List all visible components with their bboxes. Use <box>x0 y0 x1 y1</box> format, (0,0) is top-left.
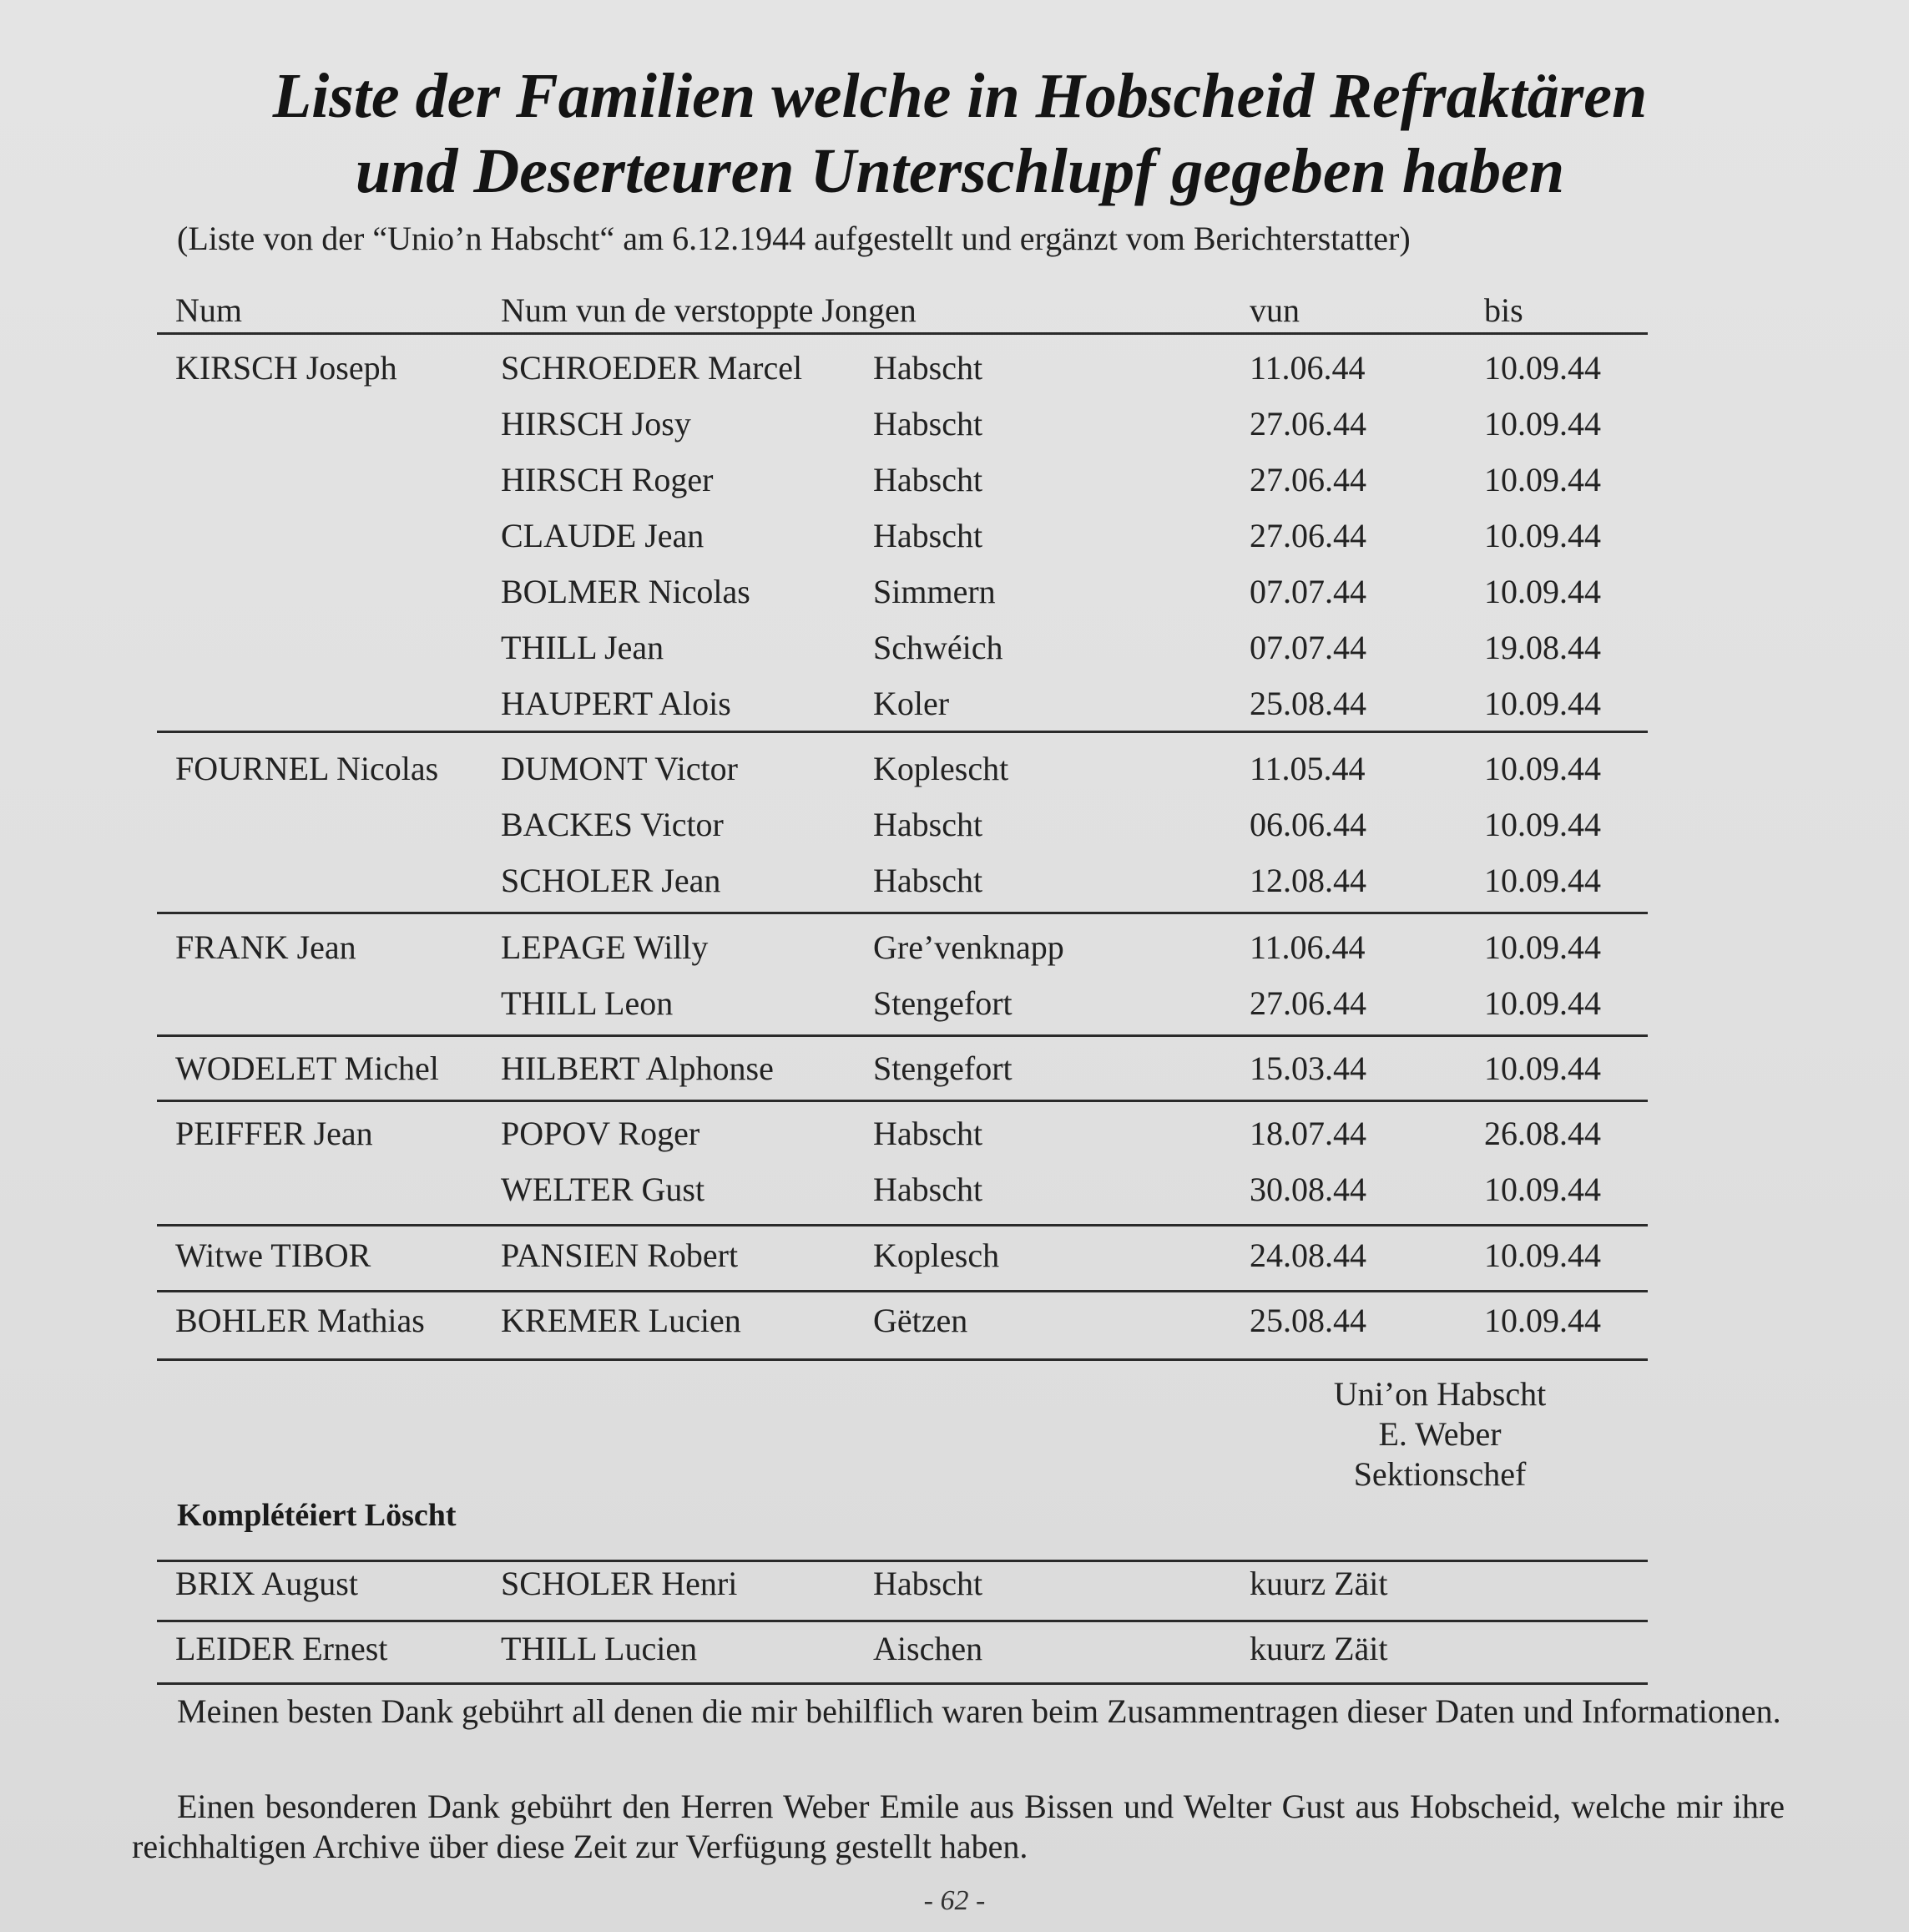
hidden-name-cell: KREMER Lucien <box>501 1302 741 1339</box>
column-header-hidden: Num vun de verstoppte Jongen <box>501 291 917 329</box>
signature-name: E. Weber <box>1378 1415 1502 1453</box>
place-cell: Schwéich <box>873 629 1003 666</box>
subtitle: (Liste von der “Unio’n Habscht“ am 6.12.1944 aufgestellt und ergänzt vom Berichterstatter) <box>177 220 1411 257</box>
supplement-bottom-rule <box>157 1682 1648 1685</box>
hidden-name-cell: SCHOLER Jean <box>501 862 721 899</box>
family-cell: Witwe TIBOR <box>175 1237 371 1274</box>
title-line-2: und Deserteuren Unterschlupf gegeben haben <box>355 136 1565 206</box>
place-cell: Habscht <box>873 461 983 498</box>
place-cell: Gre’venknapp <box>873 928 1064 966</box>
period-cell: kuurz Zäit <box>1250 1565 1388 1602</box>
group-rule <box>157 731 1648 733</box>
to-date-cell: 10.09.44 <box>1484 349 1601 387</box>
hidden-name-cell: HILBERT Alphonse <box>501 1049 774 1087</box>
family-cell: KIRSCH Joseph <box>175 349 397 387</box>
to-date-cell: 10.09.44 <box>1484 862 1601 899</box>
hidden-name-cell: THILL Leon <box>501 984 674 1022</box>
place-cell: Habscht <box>873 349 983 387</box>
supplement-heading: Komplétéiert Löscht <box>177 1498 457 1533</box>
place-cell: Koler <box>873 685 950 722</box>
page-title <box>125 58 1795 209</box>
hidden-name-cell: WELTER Gust <box>501 1171 705 1208</box>
place-cell: Stengefort <box>873 984 1013 1022</box>
from-date-cell: 11.06.44 <box>1250 928 1366 966</box>
group-rule <box>157 1100 1648 1102</box>
to-date-cell: 10.09.44 <box>1484 1049 1601 1087</box>
place-cell: Habscht <box>873 1171 983 1208</box>
place-cell: Koplescht <box>873 750 1009 787</box>
hidden-name-cell: CLAUDE Jean <box>501 517 705 554</box>
place-cell: Stengefort <box>873 1049 1013 1087</box>
from-date-cell: 25.08.44 <box>1250 685 1366 722</box>
hidden-name-cell: POPOV Roger <box>501 1115 700 1152</box>
place-cell: Habscht <box>873 862 983 899</box>
hidden-name-cell: LEPAGE Willy <box>501 928 709 966</box>
family-cell: WODELET Michel <box>175 1049 439 1087</box>
to-date-cell: 10.09.44 <box>1484 573 1601 610</box>
to-date-cell: 19.08.44 <box>1484 629 1601 666</box>
column-header-family: Num <box>175 291 242 329</box>
place-cell: Habscht <box>873 806 983 843</box>
title-line-1: Liste der Familien welche in Hobscheid Refraktären <box>272 61 1648 131</box>
place-cell: Gëtzen <box>873 1302 968 1339</box>
to-date-cell: 10.09.44 <box>1484 1237 1601 1274</box>
table-bottom-rule <box>157 1358 1648 1361</box>
from-date-cell: 24.08.44 <box>1250 1237 1366 1274</box>
from-date-cell: 07.07.44 <box>1250 573 1366 610</box>
hidden-name-cell: SCHROEDER Marcel <box>501 349 803 387</box>
hidden-name-cell: THILL Lucien <box>501 1630 698 1667</box>
place-cell: Habscht <box>873 405 983 443</box>
column-header-to: bis <box>1484 291 1523 329</box>
period-cell: kuurz Zäit <box>1250 1630 1388 1667</box>
family-cell: FOURNEL Nicolas <box>175 750 439 787</box>
from-date-cell: 12.08.44 <box>1250 862 1366 899</box>
thanks-paragraph-1: Meinen besten Dank gebührt all denen die mir behilflich waren beim Zusammentragen dieser Daten und Informationen. <box>177 1692 1781 1730</box>
from-date-cell: 07.07.44 <box>1250 629 1366 666</box>
hidden-name-cell: DUMONT Victor <box>501 750 738 787</box>
signature-role: Sektionschef <box>1353 1455 1527 1493</box>
to-date-cell: 10.09.44 <box>1484 984 1601 1022</box>
from-date-cell: 11.06.44 <box>1250 349 1366 387</box>
family-cell: BRIX August <box>175 1565 358 1602</box>
to-date-cell: 10.09.44 <box>1484 750 1601 787</box>
hidden-name-cell: HIRSCH Roger <box>501 461 714 498</box>
place-cell: Aischen <box>873 1630 983 1667</box>
column-header-from: vun <box>1250 291 1300 329</box>
to-date-cell: 10.09.44 <box>1484 461 1601 498</box>
group-rule <box>157 1620 1648 1622</box>
from-date-cell: 27.06.44 <box>1250 517 1366 554</box>
to-date-cell: 10.09.44 <box>1484 1171 1601 1208</box>
family-cell: LEIDER Ernest <box>175 1630 388 1667</box>
to-date-cell: 10.09.44 <box>1484 517 1601 554</box>
supplement-top-rule <box>157 1560 1648 1562</box>
place-cell: Koplesch <box>873 1237 1000 1274</box>
from-date-cell: 11.05.44 <box>1250 750 1366 787</box>
to-date-cell: 10.09.44 <box>1484 685 1601 722</box>
hidden-name-cell: HIRSCH Josy <box>501 405 691 443</box>
to-date-cell: 10.09.44 <box>1484 1302 1601 1339</box>
hidden-name-cell: BOLMER Nicolas <box>501 573 750 610</box>
hidden-name-cell: PANSIEN Robert <box>501 1237 739 1274</box>
hidden-name-cell: BACKES Victor <box>501 806 724 843</box>
page-number: - 62 - <box>923 1885 986 1916</box>
family-cell: FRANK Jean <box>175 928 356 966</box>
to-date-cell: 10.09.44 <box>1484 806 1601 843</box>
group-rule <box>157 912 1648 914</box>
hidden-name-cell: THILL Jean <box>501 629 664 666</box>
from-date-cell: 27.06.44 <box>1250 405 1366 443</box>
group-rule <box>157 1224 1648 1226</box>
from-date-cell: 27.06.44 <box>1250 984 1366 1022</box>
to-date-cell: 26.08.44 <box>1484 1115 1601 1152</box>
from-date-cell: 18.07.44 <box>1250 1115 1366 1152</box>
from-date-cell: 25.08.44 <box>1250 1302 1366 1339</box>
signature-organization: Uni’on Habscht <box>1333 1375 1547 1413</box>
family-cell: PEIFFER Jean <box>175 1115 373 1152</box>
place-cell: Habscht <box>873 1565 983 1602</box>
place-cell: Habscht <box>873 1115 983 1152</box>
place-cell: Simmern <box>873 573 996 610</box>
from-date-cell: 06.06.44 <box>1250 806 1366 843</box>
to-date-cell: 10.09.44 <box>1484 928 1601 966</box>
to-date-cell: 10.09.44 <box>1484 405 1601 443</box>
from-date-cell: 15.03.44 <box>1250 1049 1366 1087</box>
thanks-paragraph-2: Einen besonderen Dank gebührt den Herren Weber Emile aus Bissen und Welter Gust aus Hobscheid, welche mir ihre reichhaltigen Archive über diese Zeit zur Verfügung gestellt haben. <box>132 1788 1785 1865</box>
hidden-name-cell: SCHOLER Henri <box>501 1565 738 1602</box>
hidden-name-cell: HAUPERT Alois <box>501 685 731 722</box>
group-rule <box>157 1034 1648 1037</box>
family-cell: BOHLER Mathias <box>175 1302 425 1339</box>
from-date-cell: 27.06.44 <box>1250 461 1366 498</box>
place-cell: Habscht <box>873 517 983 554</box>
from-date-cell: 30.08.44 <box>1250 1171 1366 1208</box>
header-rule <box>157 332 1648 335</box>
group-rule <box>157 1290 1648 1292</box>
